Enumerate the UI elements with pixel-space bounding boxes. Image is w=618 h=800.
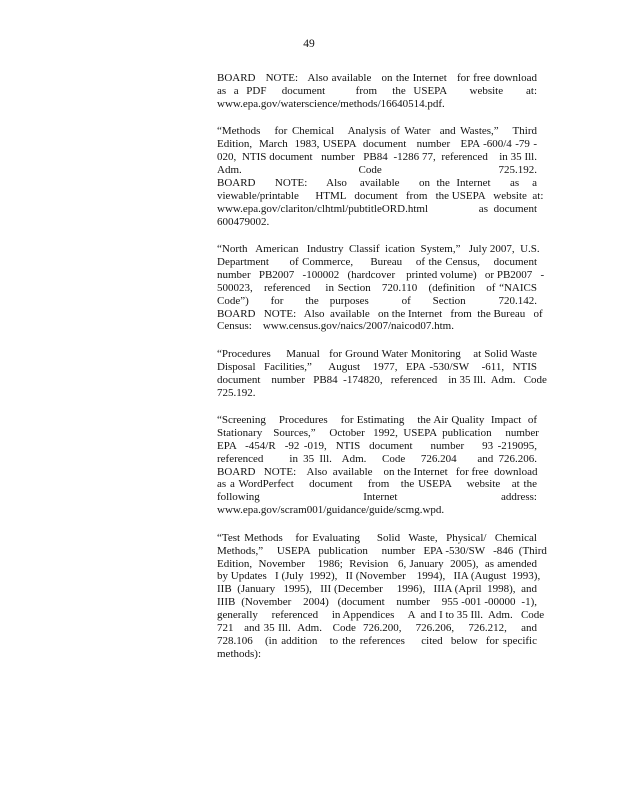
text-line: by Updates I (July 1992), II (November 1994), IIA (August 1993), [217,570,541,583]
text-line: 725.192. [217,386,256,399]
text-line: Edition, November 1986; Revision 6, January 2005), as amended [217,557,537,570]
text-line: IIB (January 1995), III (December 1996), IIIA (April 1998), and [217,583,537,596]
text-line: referenced in 35 Ill. Adm. Code 726.204 and 726.206. [217,452,537,465]
text-line: www.epa.gov/clariton/clhtml/pubtitleORD.html as document [217,202,537,215]
text-line: EPA -454/R -92 -019, NTIS document number 93 -219095, [217,439,537,452]
text-line: generally referenced in Appendices A and I to 35 Ill. Adm. Code [217,609,545,622]
text-line: “Test Methods for Evaluating Solid Waste, Physical/ Chemical [217,531,537,544]
page-number: 49 [303,38,315,50]
text-line: www.epa.gov/waterscience/methods/16640514.pdf. [217,97,445,110]
text-line: 020, NTIS document number PB84 -1286 77, referenced in 35 Ill. [217,151,537,164]
text-line: Methods,” USEPA publication number EPA -530/SW -846 (Third [217,544,547,557]
text-line: as a PDF document from the USEPA website at: [217,84,537,97]
text-line: BOARD NOTE: Also available on the Internet as a [217,176,537,189]
document-body [217,72,547,675]
text-line: following Internet address: [217,491,537,504]
text-line: Edition, March 1983, USEPA document number EPA -600/4 -79 - [217,138,537,151]
text-line: as a WordPerfect document from the USEPA website at the [217,478,537,491]
text-line: BOARD NOTE: Also available on the Internet for free download [217,72,537,84]
reference-paragraph [217,531,547,661]
text-line: www.epa.gov/scram001/guidance/guide/scmg.wpd. [217,504,445,517]
text-line: 600479002. [217,215,270,228]
text-line: “Methods for Chemical Analysis of Water and Wastes,” Third [217,125,537,138]
text-line: number PB2007 -100002 (hardcover printed volume) or PB2007 - [217,268,545,281]
text-line: Department of Commerce, Bureau of the Census, document [217,255,537,268]
text-line: BOARD NOTE: Also available on the Internet for free download [217,465,538,478]
text-line: 721 and 35 Ill. Adm. Code 726.200, 726.206, 726.212, and [217,622,537,635]
text-line: “Screening Procedures for Estimating the Air Quality Impact of [217,413,537,426]
text-line: Stationary Sources,” October 1992, USEPA publication number [217,426,539,439]
text-line: methods): [217,647,261,660]
text-line: “Procedures Manual for Ground Water Monitoring at Solid Waste [217,347,537,360]
text-line: Census: www.census.gov/naics/2007/naicod07.htm. [217,320,454,333]
text-line: viewable/printable HTML document from the USEPA website at: [217,189,544,202]
text-line: IIIB (November 2004) (document number 955 -001 -00000 -1), [217,596,537,609]
text-line: BOARD NOTE: Also available on the Internet from the Bureau of [217,307,543,320]
text-line: 500023, referenced in Section 720.110 (definition of “NAICS [217,281,537,294]
text-line: 728.106 (in addition to the references cited below for specific [217,634,537,647]
text-line: Disposal Facilities,” August 1977, EPA -530/SW -611, NTIS [217,360,537,373]
reference-paragraph [217,72,537,111]
reference-paragraph [217,242,545,333]
reference-paragraph [217,414,537,517]
text-line: Adm. Code 725.192. [217,163,537,176]
text-line: “North American Industry Classif ication System,” July 2007, U.S. [217,242,540,255]
text-line: Code”) for the purposes of Section 720.142. [217,294,537,307]
text-line: document number PB84 -174820, referenced in 35 Ill. Adm. Code [217,373,547,386]
reference-paragraph [217,347,547,400]
reference-paragraph [217,125,544,228]
